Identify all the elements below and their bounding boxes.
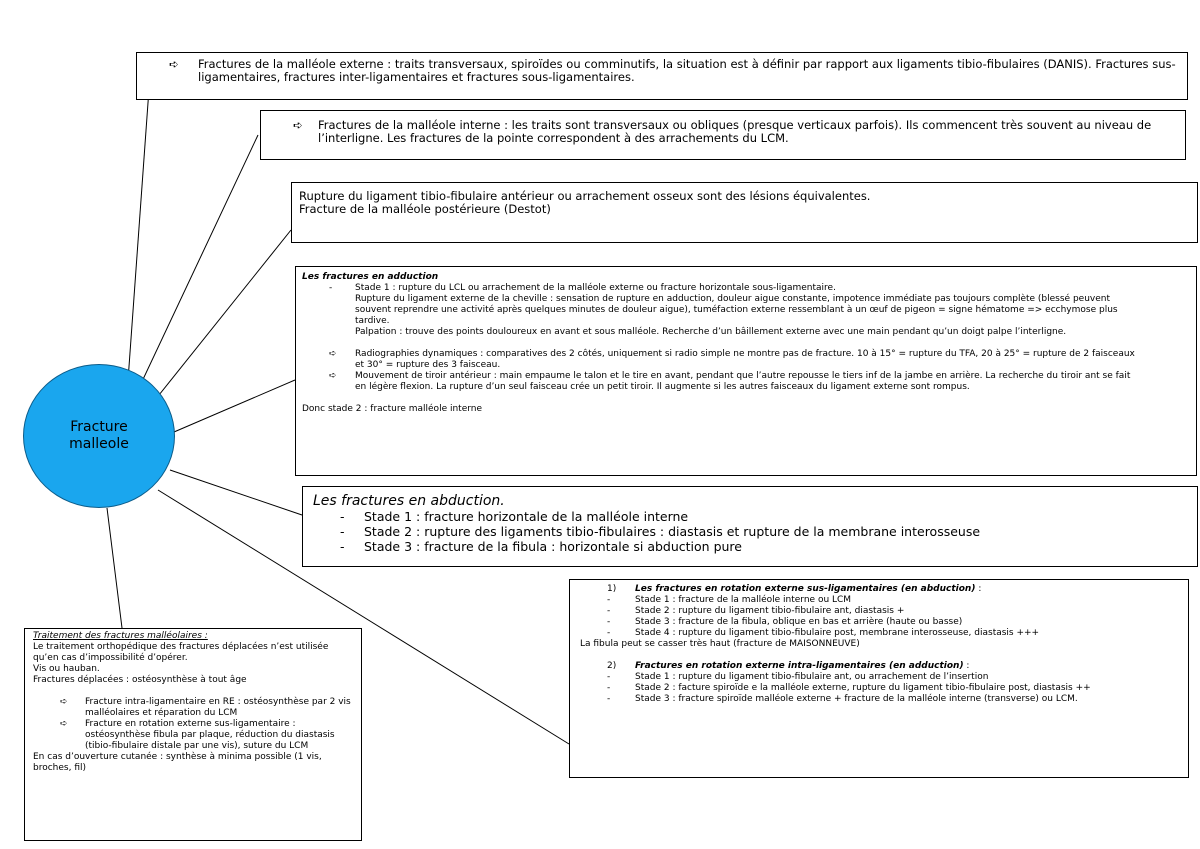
- rotation-title-1: Les fractures en rotation externe sus-ligamentaires (en abduction): [635, 584, 976, 594]
- bullet-dash: -: [607, 683, 611, 693]
- rotation-note: La fibula peut se casser très haut (fracture de MAISONNEUVE): [580, 639, 860, 649]
- bullet-dash: -: [607, 595, 611, 605]
- connector-internal: [138, 135, 258, 390]
- treatment-title: Traitement des fractures malléolaires :: [33, 631, 208, 641]
- treatment-intro: Le traitement orthopédique des fractures déplacées n’est utilisée qu’en cas d’impossibilité d’opérer.: [33, 642, 329, 663]
- adduction-title: Les fractures en adduction: [302, 272, 439, 282]
- rotation-stage-2-3: Stade 3 : fracture spiroïde malléole externe + fracture de la malléole interne (transverse) ou LCM.: [635, 694, 1078, 704]
- rotation-title-2: Fractures en rotation externe intra-ligamentaires (en adduction): [635, 661, 964, 671]
- adduction-stage-1: Stade 1 : rupture du LCL ou arrachement de la malléole externe ou fracture horizontale sous-ligamentaire.: [355, 283, 836, 293]
- rotation-stage-1-3: Stade 3 : fracture de la fibula, oblique en bas et arrière (haute ou basse): [635, 617, 963, 627]
- arrow-icon: ➪: [60, 719, 68, 729]
- rotation-stage-2-2: Stade 2 : facture spiroïde e la malléole externe, rupture du ligament tibio-fibulaire post, diastasis ++: [635, 683, 1091, 693]
- abduction-stage-2: Stade 2 : rupture des ligaments tibio-fibulaires : diastasis et rupture de la membrane interosseuse: [364, 524, 981, 539]
- connector-abduction: [170, 470, 302, 515]
- box-internal-malleolus: [260, 110, 1186, 160]
- arrow-icon: ➪: [60, 697, 68, 707]
- abduction-title: Les fractures en abduction: [313, 493, 501, 509]
- box-external-rotation: 1) Les fractures en rotation externe sus-ligamentaires (en abduction) : - Stade 1 : fracture de la malléole interne ou LCM - Stade 2 : rupture du ligament tibio-fibulaire ant, diastasis + - Stade 3 : fracture de la fibula, oblique en bas et arrière (haute ou basse) - Stade 4 : rupture du ligament tibio-fibulaire post, membrane interosseuse, diastasis +++ La fibula peut se casser très haut (fracture de MAISONNEUVE) 2) Fractures en rotation externe intra-ligamentaires (en adduction) : - Stade 1 : rupture du ligament tibio-fibulaire ant, ou arrachement de l’insertion - Stade 2 : facture spiroïde e la malléole externe, rupture du ligament tibio-fibulaire post, diastasis ++ - Stade 3 : fracture spiroïde malléole externe + fracture de la malléole interne (transverse) ou LCM.: [569, 579, 1189, 778]
- adduction-palpation: Palpation : trouve des points douloureux en avant et sous malléole. Recherche d’un bâillement externe avec une main pendant qu’un doigt palpe l’interligne.: [355, 327, 1067, 337]
- bullet-dash: -: [329, 283, 333, 293]
- box-treatment: [24, 628, 362, 841]
- box-equivalent-lesions: [291, 182, 1198, 243]
- adduction-radio: Radiographies dynamiques : comparatives des 2 côtés, uniquement si radio simple ne montre pas de fracture. 10 à 15° = rupture du TFA, 20 à 25° = rupture de 2 faisceaux et 30° = rupture des 3 faisceau.: [355, 349, 1135, 370]
- box-external-malleolus: [136, 52, 1188, 100]
- treatment-vis: Vis ou hauban.: [33, 664, 100, 674]
- connector-equivalent: [155, 230, 291, 400]
- arrow-icon: ➪: [329, 371, 337, 381]
- treatment-displaced: Fractures déplacées : ostéosynthèse à tout âge: [33, 675, 247, 685]
- arrow-icon: ➪: [329, 349, 337, 359]
- rotation-stage-1-4: Stade 4 : rupture du ligament tibio-fibulaire post, membrane interosseuse, diastasis +++: [635, 628, 1040, 638]
- bullet-dash: -: [607, 628, 611, 638]
- box-adduction: [295, 266, 1197, 476]
- rotation-stage-1-2: Stade 2 : rupture du ligament tibio-fibulaire ant, diastasis +: [635, 606, 905, 616]
- bullet-dash: -: [607, 617, 611, 627]
- bullet-dash: -: [340, 524, 345, 539]
- connector-treatment: [107, 508, 122, 628]
- adduction-tiroir: Mouvement de tiroir antérieur : main empaume le talon et le tire en avant, pendant que l’autre repousse le tiers inf de la jambe en arrière. La recherche du tiroir ant se fait en légère flexion. La rupture d’un seul faisceau crée un petit tiroir. Il augmente si les autres faisceaux du ligament externe sont rompus.: [355, 371, 1131, 392]
- adduction-rupture: Rupture du ligament externe de la cheville : sensation de rupture en adduction, douleur aigue constante, impotence immédiate pas toujours complète (blessé peuvent souvent reprendre une activité après quelques minutes de douleur aigue), tuméfaction externe ressemblant à un œuf de pigeon = signe hématome => ecchymose plus tardive.: [355, 294, 1118, 326]
- arrow-icon: ➪: [169, 57, 179, 71]
- treatment-item-2: Fracture en rotation externe sus-ligamentaire : ostéosynthèse fibula par plaque, réduction du diastasis (tibio-fibulaire distale par une vis), suture du LCM: [85, 719, 335, 751]
- bullet-dash: -: [340, 539, 345, 554]
- bullet-dash: -: [340, 509, 345, 524]
- central-node: [23, 364, 175, 508]
- equivalent-line-1: Rupture du ligament tibio-fibulaire antérieur ou arrachement osseux sont des lésions équivalentes.: [299, 189, 871, 203]
- external-malleolus-text: Fractures de la malléole externe : traits transversaux, spiroïdes ou comminutifs, la situation est à définir par rapport aux ligaments tibio-fibulaires (DANIS). Fractures sus-ligamentaires, fractures inter-ligamentaires et fractures sous-ligamentaires.: [198, 57, 1176, 84]
- abduction-stage-1: Stade 1 : fracture horizontale de la malléole interne: [364, 509, 689, 524]
- box-abduction: Les fractures en abduction. - Stade 1 : fracture horizontale de la malléole interne - Stade 2 : rupture des ligaments tibio-fibulaires : diastasis et rupture de la membrane interosseuse - Stade 3 : fracture de la fibula : horizontale si abduction pure: [302, 486, 1198, 567]
- adduction-conclusion: Donc stade 2 : fracture malléole interne: [302, 404, 483, 414]
- bullet-dash: -: [607, 606, 611, 616]
- connector-adduction: [174, 380, 295, 432]
- internal-malleolus-text: Fractures de la malléole interne : les traits sont transversaux ou obliques (presque verticaux parfois). Ils commencent très souvent au niveau de l’interligne. Les fractures de la pointe correspondent à des arrachements du LCM.: [318, 118, 1152, 145]
- treatment-cutaneous: En cas d’ouverture cutanée : synthèse à minima possible (1 vis, broches, fil): [33, 752, 322, 773]
- arrow-icon: ➪: [293, 118, 303, 132]
- rotation-stage-2-1: Stade 1 : rupture du ligament tibio-fibulaire ant, ou arrachement de l’insertion: [635, 672, 989, 682]
- bullet-dash: -: [607, 672, 611, 682]
- abduction-stage-3: Stade 3 : fracture de la fibula : horizontale si abduction pure: [364, 539, 742, 554]
- treatment-item-1: Fracture intra-ligamentaire en RE : ostéosynthèse par 2 vis malléolaires et réparation du LCM: [85, 697, 351, 718]
- rotation-stage-1-1: Stade 1 : fracture de la malléole interne ou LCM: [635, 595, 852, 605]
- bullet-dash: -: [607, 694, 611, 704]
- equivalent-line-2: Fracture de la malléole postérieure (Destot): [299, 202, 551, 216]
- central-node-label: Fracture malleole: [69, 419, 129, 452]
